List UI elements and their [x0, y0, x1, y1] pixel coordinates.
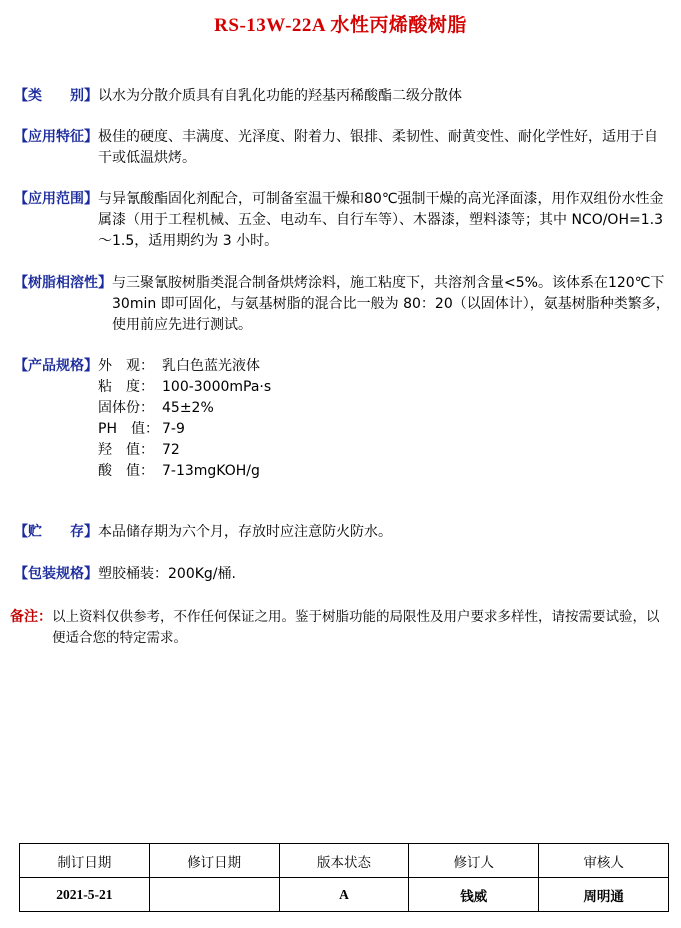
- spec-key: PH 值：: [98, 421, 159, 437]
- spec-value: 乳白色蓝光液体: [162, 358, 260, 374]
- header-cell: 制订日期: [20, 844, 150, 878]
- spec-key: 固体份：: [98, 400, 154, 416]
- spec-row: [98, 419, 670, 440]
- value-cell: 2021-5-21: [20, 878, 150, 912]
- note: [10, 607, 670, 649]
- spec-value: 7-13mgKOH/g: [162, 463, 260, 479]
- section-features: [14, 127, 670, 169]
- spec-key: 羟 值：: [98, 442, 154, 458]
- compatibility-text: 与三聚氰胺树脂类混合制备烘烤涂料，施工粘度下，共溶剂含量<5%。该体系在120℃下 30min 即可固化，与氨基树脂的混合比一般为 80：20（以固体计），氨基树脂种类繁多，使用前应先进行测试。: [112, 275, 670, 333]
- compatibility-label: 【树脂相溶性】: [14, 275, 112, 291]
- storage-text: 本品储存期为六个月，存放时应注意防火防水。: [98, 524, 392, 540]
- scope-label: 【应用范围】: [14, 191, 98, 207]
- spec-key: 酸 值：: [98, 463, 154, 479]
- section-packaging: [14, 564, 670, 585]
- spec-key: 外 观：: [98, 358, 154, 374]
- scope-text: 与异氰酸酯固化剂配合，可制备室温干燥和80℃强制干燥的高光泽面漆，用作双组份水性金属漆（用于工程机械、五金、电动车、自行车等）、木器漆，塑料漆等；其中 NCO/OH=1.3～1.5，适用期约为 3 小时。: [98, 191, 664, 249]
- features-text: 极佳的硬度、丰满度、光泽度、附着力、银排、柔韧性、耐黄变性、耐化学性好，适用于自干或低温烘烤。: [98, 129, 658, 166]
- spec-row: [98, 356, 670, 377]
- specs-label: 【产品规格】: [14, 358, 98, 374]
- header-cell: 修订人: [409, 844, 539, 878]
- packaging-label: 【包装规格】: [14, 566, 98, 582]
- features-label: 【应用特征】: [14, 129, 98, 145]
- header-cell: 修订日期: [149, 844, 279, 878]
- header-cell: 版本状态: [279, 844, 409, 878]
- section-storage: [14, 522, 670, 543]
- value-cell: [149, 878, 279, 912]
- note-text: 以上资料仅供参考，不作任何保证之用。鉴于树脂功能的局限性及用户要求多样性，请按需要试验，以便适合您的特定需求。: [52, 609, 660, 646]
- revision-table: [19, 843, 669, 912]
- section-category: [14, 86, 670, 107]
- section-compatibility: [14, 273, 670, 336]
- header-cell: 审核人: [539, 844, 669, 878]
- spec-row: [98, 461, 670, 482]
- note-label: 备注：: [10, 609, 52, 625]
- spec-row: [98, 398, 670, 419]
- document-title: RS-13W-22A 水性丙烯酸树脂: [214, 15, 467, 36]
- category-text: 以水为分散介质具有自乳化功能的羟基丙稀酸酯二级分散体: [98, 88, 462, 104]
- specs-list: [98, 356, 670, 482]
- spec-value: 72: [162, 442, 180, 458]
- category-label: 【类 别】: [14, 88, 98, 104]
- spec-row: [98, 440, 670, 461]
- value-cell: 周明通: [539, 878, 669, 912]
- revision-header-row: [20, 844, 669, 878]
- spec-value: 7-9: [162, 421, 185, 437]
- section-specs: [14, 356, 670, 482]
- storage-label: 【贮 存】: [14, 524, 98, 540]
- packaging-text: 塑胶桶装：200Kg/桶.: [98, 566, 236, 582]
- revision-value-row: [20, 878, 669, 912]
- section-scope: [14, 189, 670, 252]
- spec-value: 100-3000mPa·s: [162, 379, 272, 395]
- spec-value: 45±2%: [162, 400, 214, 416]
- value-cell: 钱威: [409, 878, 539, 912]
- spec-key: 粘 度：: [98, 379, 154, 395]
- value-cell: A: [279, 878, 409, 912]
- spec-row: [98, 377, 670, 398]
